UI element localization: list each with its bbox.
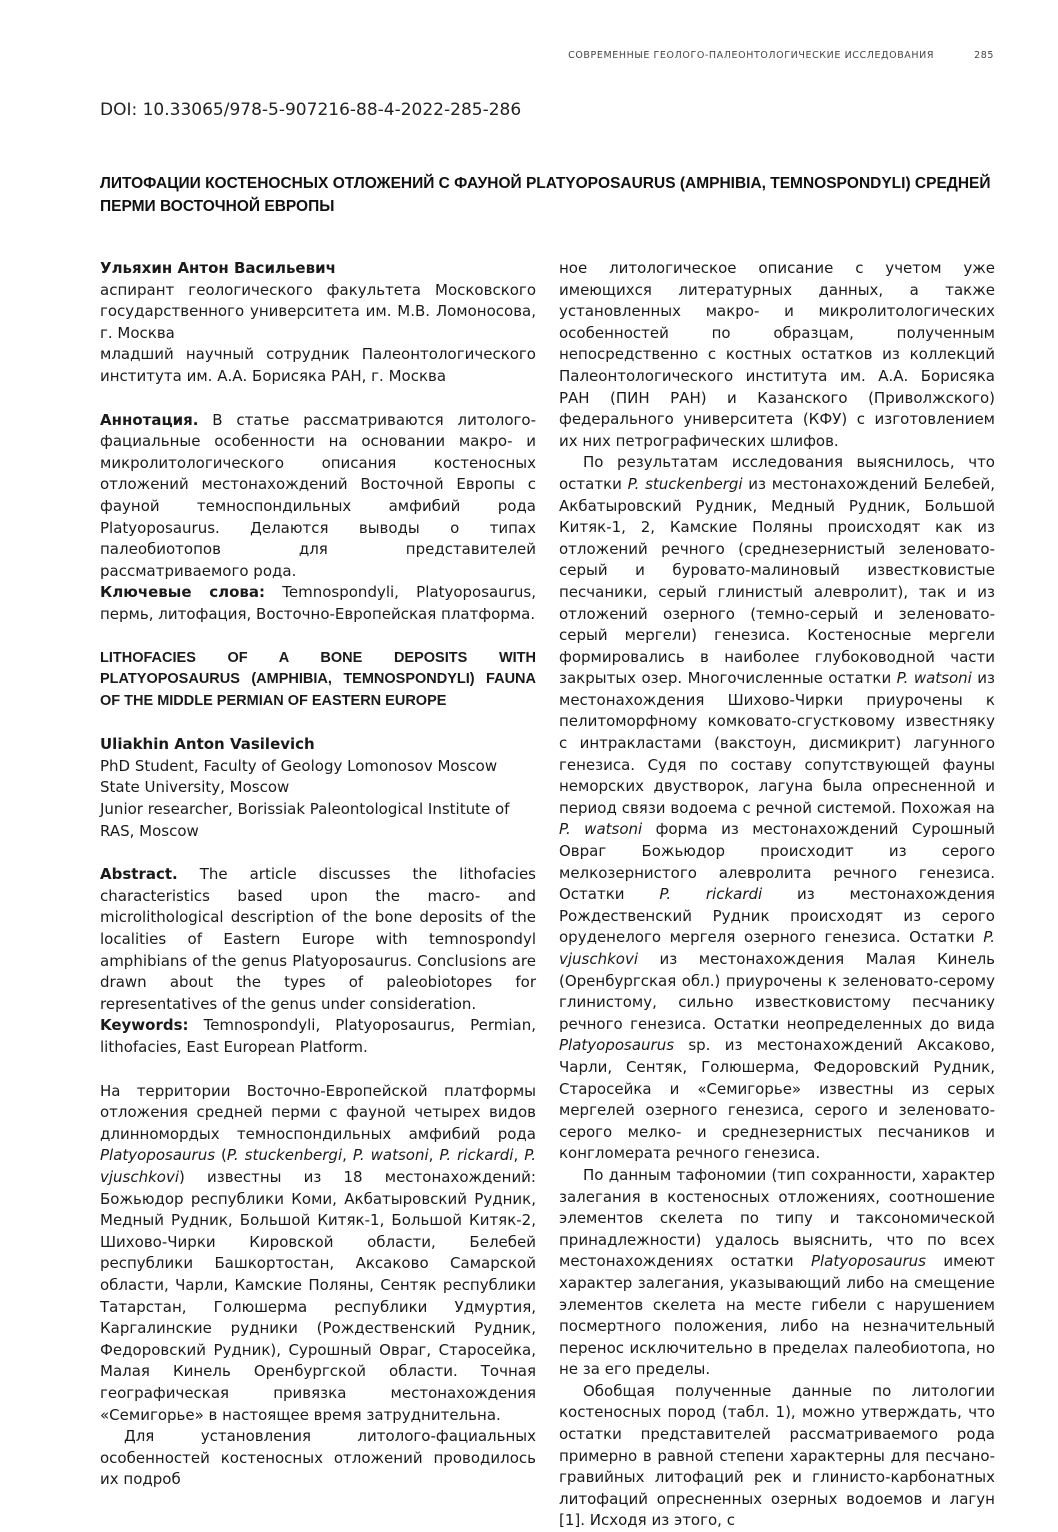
affiliation-en-1: PhD Student, Faculty of Geology Lomonosov Moscow State University, Moscow: [100, 756, 498, 797]
species-name: P. vjuschkovi: [100, 1146, 536, 1186]
right-column: [559, 258, 995, 1532]
left-column: [100, 258, 536, 1491]
abstract-ru-text: В статье рассматриваются литолого-фациальные особенности на основании макро- и микролитологического описания костеносных отложений местонахождений Восточной Европы с фауной темноспондильных амфибий рода Platyoposaurus. Делаются выводы о типах палеобиотопов для представителей рассматриваемого рода.: [100, 410, 536, 580]
body-paragraph-3: [559, 452, 995, 1165]
keywords-en-text: Temnospondyli, Platyoposaurus, Permian, lithofacies, East European Platform.: [100, 1016, 536, 1056]
text-run: ) известны из 18 местонахождений: Божьюдор республики Коми, Акбатыровский Рудник, Медный Рудник, Большой Китяк-1, Большой Китяк-2, Шихово-Чирки Кировской области, Белебей республики Башкортостан, Аксаково Самарской области, Чарли, Камские Поляны, Сентяк республики Татарстан, Голюшерма республики Удмуртия, Каргалинские рудники (Рождественский Рудник, Федоровский Рудник), Сурошный Овраг, Старосейка, Малая Кинель Оренбургской области. Точная географическая привязка местонахождения «Семигорье» в настоящее время затруднительна.: [100, 1167, 536, 1424]
keywords-ru-text: Temnospondyli, Platyoposaurus, пермь, литофация, Восточно-Европейская платформа.: [100, 583, 536, 623]
genus-name: Platyoposaurus: [559, 1036, 675, 1055]
running-header: [400, 50, 994, 61]
text-run: форма из местонахождений Сурошный Овраг Божьюдор происходит из серого мелкозернистого алевролита речного генезиса. Остатки: [559, 820, 995, 904]
article-title-en: LITHOFACIES OF A BONE DEPOSITS WITH PLATYOPOSAURUS (AMPHIBIA, TEMNOSPONDYLI) FAUNA OF THE MIDDLE PERMIAN OF EASTERN EUROPE: [100, 649, 536, 709]
species-name: P. rickardi: [659, 885, 763, 904]
text-run: На территории Восточно-Европейской платформы отложения средней перми с фауной четырех видов длинномордых темноспондильных амфибий рода: [100, 1081, 536, 1143]
abstract-ru-label: Аннотация.: [100, 410, 199, 429]
species-name: P. rickardi: [439, 1146, 514, 1165]
text-run: из местонахождения Шихово-Чирки приурочены к пелитоморфному комковато-сгустковому известняку с интракластами (вакстоун, дисмикрит) лагунного генезиса. Судя по составу сопутствующей фауны неморских двустворок, лагуна была опресненной и период связи водоема с речной системой. Похожая на: [559, 669, 995, 817]
species-name: P. stuckenbergi: [627, 474, 743, 493]
text-run: ,: [342, 1146, 353, 1165]
abstract-en-text: The article discusses the lithofacies characteristics based upon the macro- and microlithological description of the bone deposits of the localities of Eastern Europe with temnospondyl amphibians of the genus Platyoposaurus. Conclusions are drawn about the types of paleobiotopes for representatives of the genus under consideration.: [100, 865, 536, 1013]
text-run: (: [215, 1146, 227, 1165]
text-run: из местонахождения Малая Кинель (Оренбургская обл.) приурочены к зеленовато-серому глинистому, сильно известковистому песчанику речного генезиса. Остатки неопределенных до вида: [559, 950, 995, 1033]
body-paragraph-4: [559, 1165, 995, 1381]
body-paragraph-1: [100, 1081, 536, 1427]
journal-title: СОВРЕМЕННЫЕ ГЕОЛОГО-ПАЛЕОНТОЛОГИЧЕСКИЕ ИССЛЕДОВАНИЯ: [568, 50, 935, 61]
text-run: По результатам исследования выяснилось, что остатки: [559, 453, 995, 493]
affiliation-en-2: Junior researcher, Borissiak Paleontological Institute of RAS, Moscow: [100, 800, 510, 840]
species-name: P. watsoni: [352, 1146, 429, 1165]
abstract-en: [100, 864, 536, 1015]
genus-name: Platyoposaurus: [810, 1252, 926, 1271]
text-run: ,: [513, 1146, 525, 1165]
text-run: имеют характер залегания, указывающий либо на смещение элементов скелета на месте гибели с нарушением посмертного положения, либо на незначительный перенос исключительно в пределах палеобиотопа, но не за его пределы.: [559, 1252, 995, 1379]
genus-name: Platyoposaurus: [100, 1146, 216, 1165]
species-name: P. watsoni: [896, 669, 972, 688]
text-run: из местонахождений Белебей, Акбатыровский Рудник, Медный Рудник, Большой Китяк-1, 2, Камские Поляны происходят как из отложений речного (среднезернистый зеленовато-серый и буровато-малиновый известковистые песчаники, серый глинистый алевролит), так и из отложений озерного (темно-серый и зеленовато-серый мергели) генезиса. Костеносные мергели формировались в наиболее глубоководной части закрытых озер. Многочисленные остатки: [559, 474, 995, 688]
species-name: P. watsoni: [559, 820, 643, 839]
keywords-en-label: Keywords:: [100, 1016, 189, 1035]
species-name: P. vjuschkovi: [559, 928, 995, 968]
body-paragraph-5: Обобщая полученные данные по литологии костеносных пород (табл. 1), можно утверждать, что остатки представителей рассматриваемого рода примерно в равной степени характерны для песчано-гравийных литофаций рек и глинисто-карбонатных литофаций опресненных озерных водоемов и лагун [1]. Исходя из этого, с: [559, 1381, 995, 1530]
species-name: P. stuckenbergi: [226, 1146, 343, 1165]
article-title: ЛИТОФАЦИИ КОСТЕНОСНЫХ ОТЛОЖЕНИЙ С ФАУНОЙ PLATYOPOSAURUS (AMPHIBIA, TEMNOSPONDYLI) СРЕДНЕЙ ПЕРМИ ВОСТОЧНОЙ ЕВРОПЫ: [100, 175, 991, 215]
text-run: По данным тафономии (тип сохранности, характер залегания в костеносных отложениях, соотношение элементов скелета по типу и таксономической принадлежности) удалось выяснить, что по всех местонахождениях остатки: [559, 1165, 995, 1271]
abstract-ru: [100, 410, 536, 583]
text-run: из местонахождения Рождественский Рудник происходят из серого оруденелого мергеля озерного генезиса. Остатки: [559, 885, 995, 947]
text-run: ,: [428, 1146, 440, 1165]
keywords-ru-label: Ключевые слова:: [100, 583, 266, 602]
keywords-en: [100, 1015, 536, 1058]
body-paragraph-2-start: Для установления литолого-фациальных особенностей костеносных отложений проводилось их подроб: [100, 1427, 536, 1489]
author-ru: Ульяхин Антон Васильевич: [100, 259, 336, 277]
text-run: sp. из местонахождений Аксаково, Чарли, Сентяк, Голюшерма, Федоровский Рудник, Старосейка и «Семигорье» известны из серых мергелей озерного генезиса, серого и зеленовато-серого мелко- и среднезернистых песчаников и конгломерата речного генезиса.: [559, 1036, 995, 1163]
doi[interactable]: DOI: 10.33065/978-5-907216-88-4-2022-285-286: [100, 100, 522, 120]
author-en: Uliakhin Anton Vasilevich: [100, 735, 315, 754]
keywords-ru: [100, 582, 536, 625]
body-paragraph-2-continued: ное литологическое описание с учетом уже имеющихся литературных данных, а также установленных макро- и микролитологических особенностей по образцам, полученным непосредственно с костных остатков из коллекций Палеонтологического института им. А.А. Борисяка РАН (ПИН РАН) и Казанского (Приволжского) федерального университета (КФУ) с изготовлением их них петрографических шлифов.: [559, 259, 995, 450]
page-number: 285: [974, 50, 994, 61]
affiliation-ru-2: младший научный сотрудник Палеонтологического института им. А.А. Борисяка РАН, г. Москва: [100, 345, 536, 385]
affiliation-ru-1: аспирант геологического факультета Московского государственного университета им. М.В. Ломоносова, г. Москва: [100, 280, 536, 342]
abstract-en-label: Abstract.: [100, 865, 178, 884]
